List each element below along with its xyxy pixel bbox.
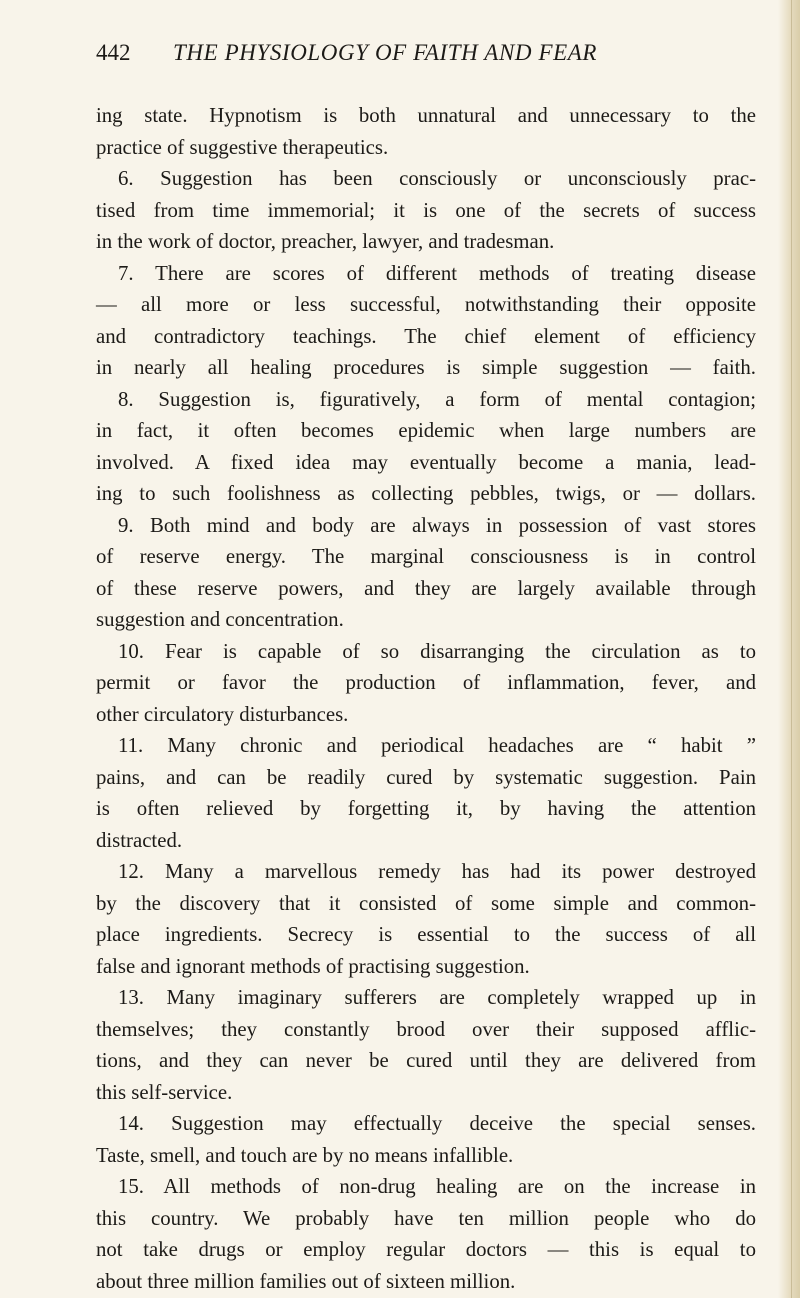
text-line: place ingredients. Secrecy is essential to the success of all [96, 923, 756, 946]
text-line: 13. Many imaginary sufferers are completely wrapped up in [118, 986, 756, 1009]
text-line: pains, and can be readily cured by systematic suggestion. Pain [96, 765, 756, 789]
page-edge-line [791, 0, 792, 1298]
text-line: 12. Many a marvellous remedy has had its power destroyed [118, 860, 756, 883]
text-line: permit or favor the production of inflammation, fever, and [96, 671, 756, 694]
text-line: in the work of doctor, preacher, lawyer, and tradesman. [96, 230, 555, 253]
text-line: distracted. [96, 828, 183, 852]
text-line: in nearly all healing procedures is simple suggestion — faith. [96, 356, 756, 379]
text-line: and contradictory teachings. The chief element of efficiency [96, 324, 756, 348]
text-line: — all more or less successful, notwithstanding their opposite [96, 293, 756, 316]
text-line: 7. There are scores of different methods of treating disease [118, 261, 756, 285]
text-line: about three million families out of sixteen million. [96, 1269, 516, 1293]
text-line: of reserve energy. The marginal consciousness is in control [96, 545, 756, 568]
text-line: this self-service. [96, 1080, 233, 1104]
running-head [96, 36, 756, 70]
text-line: 6. Suggestion has been consciously or unconsciously prac- [118, 167, 756, 190]
text-line: tised from time immemorial; it is one of the secrets of success [96, 198, 756, 222]
text-line: themselves; they constantly brood over their supposed afflic- [96, 1017, 756, 1041]
text-line: 10. Fear is capable of so disarranging the circulation as to [118, 639, 756, 663]
text-line: tions, and they can never be cured until they are delivered from [96, 1049, 756, 1072]
text-line: in fact, it often becomes epidemic when large numbers are [96, 419, 756, 442]
text-line: this country. We probably have ten million people who do [96, 1206, 756, 1230]
text-line: ing to such foolishness as collecting pebbles, twigs, or — dollars. [96, 482, 756, 505]
text-line: false and ignorant methods of practising suggestion. [96, 954, 530, 978]
page-number: 442 [96, 40, 131, 65]
text-line: by the discovery that it consisted of some simple and common- [96, 891, 756, 915]
text-line: 15. All methods of non-drug healing are on the increase in [118, 1175, 756, 1198]
text-line: Taste, smell, and touch are by no means infallible. [96, 1143, 514, 1167]
text-line: 8. Suggestion is, figuratively, a form of mental contagion; [118, 387, 756, 411]
text-line: 14. Suggestion may effectually deceive the special senses. [118, 1112, 756, 1135]
text-line: involved. A fixed idea may eventually become a mania, lead- [96, 450, 756, 474]
running-title: THE PHYSIOLOGY OF FAITH AND FEAR [173, 40, 598, 65]
page-edge-shadow [778, 0, 800, 1298]
text-line: other circulatory disturbances. [96, 702, 349, 726]
text-line: is often relieved by forgetting it, by having the attention [96, 797, 756, 820]
body-text [96, 100, 756, 1297]
text-line: not take drugs or employ regular doctors — this is equal to [96, 1238, 756, 1261]
text-line: 9. Both mind and body are always in possession of vast stores [118, 513, 756, 537]
text-line: 11. Many chronic and periodical headaches are “ habit ” [118, 734, 756, 757]
text-line: practice of suggestive therapeutics. [96, 135, 389, 159]
text-line: ing state. Hypnotism is both unnatural and unnecessary to the [96, 104, 756, 127]
text-line: of these reserve powers, and they are largely available through [96, 576, 756, 600]
text-line: suggestion and concentration. [96, 608, 344, 631]
